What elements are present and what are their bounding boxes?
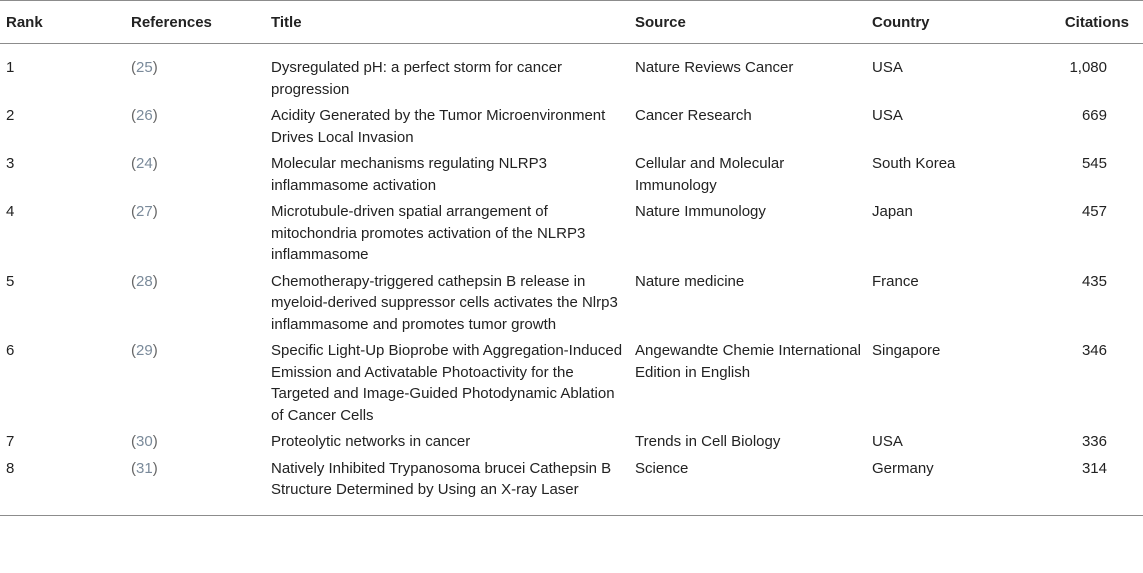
cell-reference <box>125 336 265 427</box>
cell-rank: 1 <box>6 59 15 76</box>
cell-reference <box>125 44 265 102</box>
reference-open-paren: ( <box>131 459 136 477</box>
cell-title: Dysregulated pH: a perfect storm for cancer progression <box>271 59 562 98</box>
table-body <box>0 44 1143 516</box>
cell-reference <box>125 267 265 337</box>
cell-title: Acidity Generated by the Tumor Microenvironment Drives Local Invasion <box>271 107 606 146</box>
reference-open-paren: ( <box>131 433 136 450</box>
table-row <box>0 336 1143 427</box>
cell-citations: 435 <box>1081 272 1107 290</box>
cell-citations: 346 <box>1081 342 1107 359</box>
header-country: Country <box>866 1 1043 44</box>
cell-source: Angewandte Chemie International Edition in English <box>635 342 861 381</box>
cell-citations: 1,080 <box>1069 59 1107 76</box>
reference-close-paren: ) <box>152 203 158 220</box>
cell-country: USA <box>872 433 903 450</box>
cell-citations: 545 <box>1081 155 1107 172</box>
cell-country: USA <box>872 59 903 76</box>
cell-source: Trends in Cell Biology <box>635 433 781 450</box>
table-row <box>0 101 1143 149</box>
cell-citations: 669 <box>1081 107 1107 124</box>
cell-source: Cancer Research <box>635 107 752 124</box>
cell-source: Nature medicine <box>635 272 745 290</box>
reference-link[interactable]: 27 <box>136 203 153 220</box>
cell-country: France <box>872 272 919 290</box>
reference-link[interactable]: 30 <box>136 433 153 450</box>
cell-source: Cellular and Molecular Immunology <box>635 155 785 194</box>
reference-link[interactable]: 25 <box>136 59 153 76</box>
cell-title: Specific Light-Up Bioprobe with Aggregation-Induced Emission and Activatable Photoactivity for the Targeted and Image-Guided Photodynamic Ablation of Cancer Cells <box>271 342 623 424</box>
cell-country: USA <box>872 107 903 124</box>
reference-open-paren: ( <box>131 342 136 359</box>
header-citations: Citations <box>1043 1 1143 44</box>
cell-rank: 8 <box>0 454 125 516</box>
header-references: References <box>125 1 265 44</box>
cell-rank: 5 <box>6 272 15 290</box>
cell-rank: 7 <box>6 433 15 450</box>
cell-country: Singapore <box>872 342 941 359</box>
cell-reference <box>125 197 265 267</box>
cell-rank: 6 <box>6 342 15 359</box>
cell-title: Microtubule-driven spatial arrangement of mitochondria promotes activation of the NLRP3 inflammasome <box>271 203 586 263</box>
reference-close-paren: ) <box>152 342 158 359</box>
cell-reference <box>125 454 265 516</box>
cell-title: Natively Inhibited Trypanosoma brucei Cathepsin B Structure Determined by Using an X-ray Laser <box>265 454 629 516</box>
table-header <box>0 1 1143 44</box>
reference-link[interactable]: 24 <box>136 155 153 172</box>
reference-open-paren: ( <box>131 272 136 290</box>
reference-open-paren: ( <box>131 59 136 76</box>
reference-link[interactable]: 29 <box>136 342 153 359</box>
cell-source: Nature Immunology <box>635 203 766 220</box>
cell-source: Science <box>629 454 866 516</box>
header-row <box>0 1 1143 44</box>
cell-source: Nature Reviews Cancer <box>635 59 794 76</box>
cell-country: Germany <box>866 454 1043 516</box>
table-row <box>0 267 1143 337</box>
cell-title: Proteolytic networks in cancer <box>271 433 471 450</box>
table-row <box>0 454 1143 516</box>
header-title: Title <box>265 1 629 44</box>
cell-title: Chemotherapy-triggered cathepsin B release in myeloid-derived suppressor cells activates the Nlrp3 inflammasome and promotes tumor growth <box>271 272 618 333</box>
cell-citations: 314 <box>1043 454 1143 516</box>
cell-reference <box>125 149 265 197</box>
cell-rank: 3 <box>6 155 15 172</box>
cell-country: Japan <box>872 203 913 220</box>
reference-link[interactable]: 31 <box>136 459 153 477</box>
cell-rank: 2 <box>6 107 15 124</box>
reference-link[interactable]: 26 <box>136 107 153 124</box>
header-source: Source <box>629 1 866 44</box>
table-row <box>0 197 1143 267</box>
reference-open-paren: ( <box>131 107 136 124</box>
cell-reference <box>125 427 265 454</box>
table-row <box>0 149 1143 197</box>
reference-open-paren: ( <box>131 155 136 172</box>
cell-rank: 4 <box>6 203 15 220</box>
header-rank: Rank <box>0 1 125 44</box>
reference-close-paren: ) <box>152 59 158 76</box>
reference-close-paren: ) <box>152 272 158 290</box>
cell-citations: 336 <box>1081 433 1107 450</box>
reference-close-paren: ) <box>152 433 158 450</box>
reference-open-paren: ( <box>131 203 136 220</box>
table-row <box>0 44 1143 102</box>
cell-country: South Korea <box>872 155 956 172</box>
reference-close-paren: ) <box>152 107 158 124</box>
cell-title: Molecular mechanisms regulating NLRP3 inflammasome activation <box>271 155 547 194</box>
reference-link[interactable]: 28 <box>136 272 153 290</box>
reference-close-paren: ) <box>152 155 158 172</box>
cell-citations: 457 <box>1081 203 1107 220</box>
reference-close-paren: ) <box>152 459 158 477</box>
table-row <box>0 427 1143 454</box>
cell-reference <box>125 101 265 149</box>
